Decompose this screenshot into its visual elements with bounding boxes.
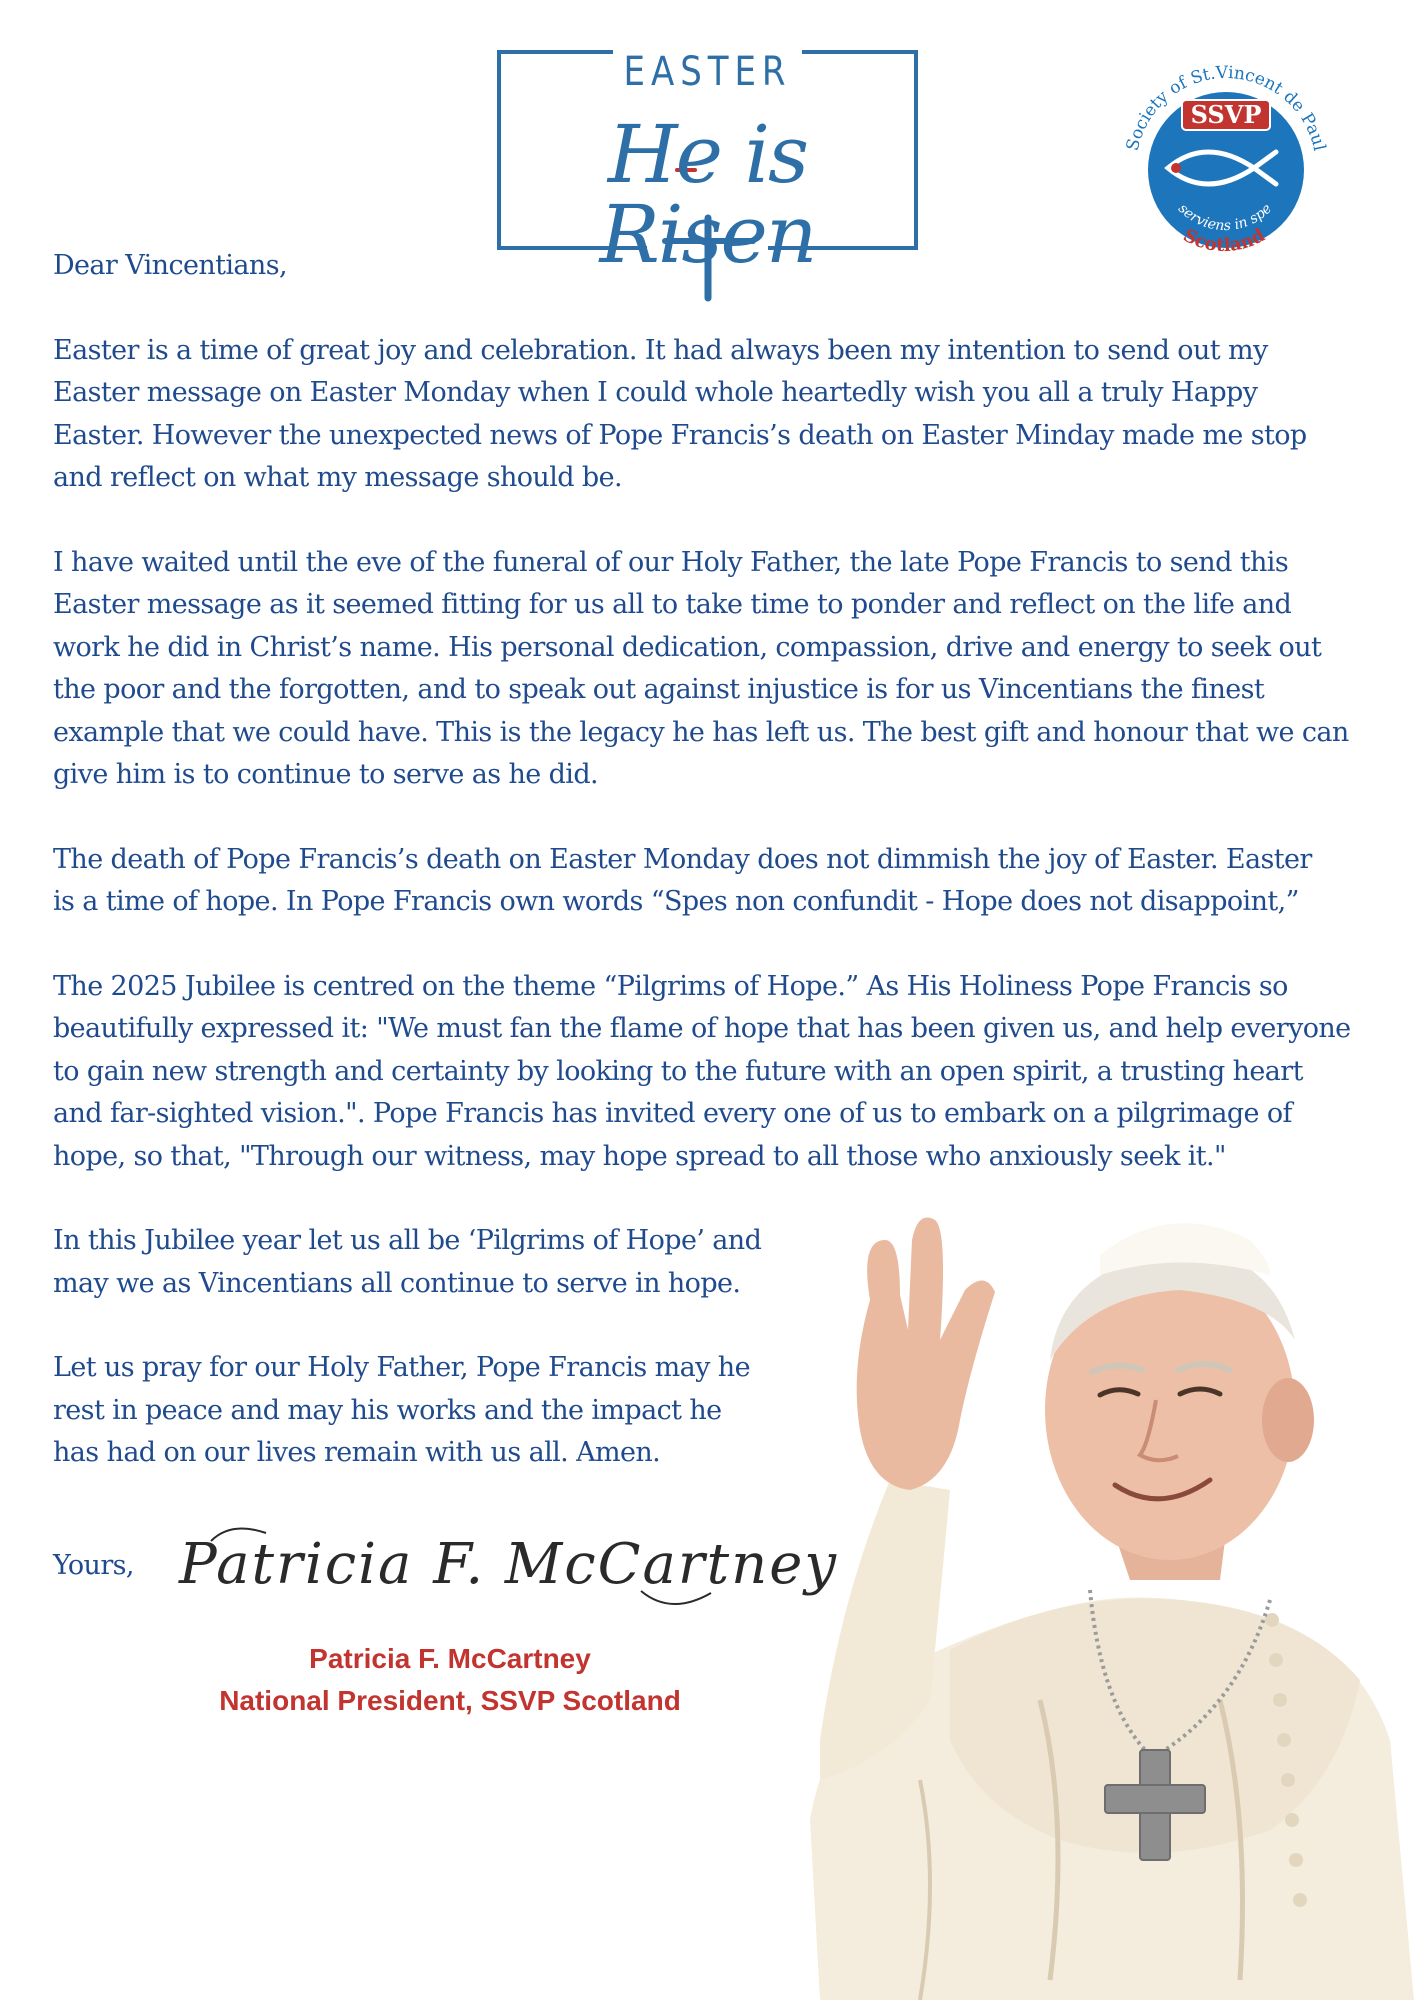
easter-word: EASTER xyxy=(623,49,792,95)
paragraph: The death of Pope Francis’s death on Easter Monday does not dimmish the joy of Easter. Easter is a time of hope. In Pope Francis own words “Spes non confundit - Hope does not disappoint,” xyxy=(53,843,1312,917)
ssvp-badge-text: SSVP xyxy=(1190,100,1262,129)
closing-yours: Yours, xyxy=(53,1549,134,1581)
handwritten-signature xyxy=(171,1511,838,1621)
svg-text:Patricia F. McCartney: Patricia F. McCartney xyxy=(179,1531,838,1597)
signer-name: Patricia F. McCartney xyxy=(309,1643,591,1674)
paragraph: I have waited until the eve of the funeral of our Holy Father, the late Pope Francis to send this Easter message as it seemed fitting for us all to take time to ponder and reflect on the life and work he did in Christ’s name. His personal dedication, compassion, drive and energy to seek out the poor and the forgotten, and to speak out against injustice is for us Vincentians the finest example that we could have. This is the legacy he has left us. The best gift and honour that we can give him is to continue to serve as he did. xyxy=(53,546,1349,790)
seal-country: Scotland xyxy=(1179,224,1269,257)
he-is-risen-title: He is Risen xyxy=(599,108,816,281)
paragraph: Easter is a time of great joy and celebration. It had always been my intention to send out my Easter message on Easter Monday when I could whole heartedly wish you all a truly Happy Easter. However the unexpected news of Pope Francis’s death on Easter Minday made me stop and reflect on what my message should be. xyxy=(53,334,1307,493)
paragraph: The 2025 Jubilee is centred on the theme “Pilgrims of Hope.” As His Holiness Pope Francis so beautifully expressed it: "We must fan the flame of hope that has been given us, and help everyone to gain new strength and certainty by looking to the future with an open spirit, a trusting heart and far-sighted vision.". Pope Francis has invited every one of us to embark on a pilgrimage of hope, so that, "Through our witness, may hope spread to all those who anxiously seek it." xyxy=(53,970,1351,1172)
greeting: Dear Vincentians, xyxy=(53,250,287,281)
paragraph: Let us pray for our Holy Father, Pope Francis may he rest in peace and may his works and the impact he has had on our lives remain with us all. Amen. xyxy=(53,1352,750,1468)
pope-francis-photo xyxy=(800,1180,1414,2000)
signer-title: National President, SSVP Scotland xyxy=(219,1685,681,1716)
seal-motto: serviens in spe xyxy=(1174,200,1276,235)
seal-ring-text: Society of St.Vincent de Paul xyxy=(1122,62,1330,153)
paragraph: In this Jubilee year let us all be ‘Pilgrims of Hope’ and may we as Vincentians all continue to serve in hope. xyxy=(53,1225,762,1299)
